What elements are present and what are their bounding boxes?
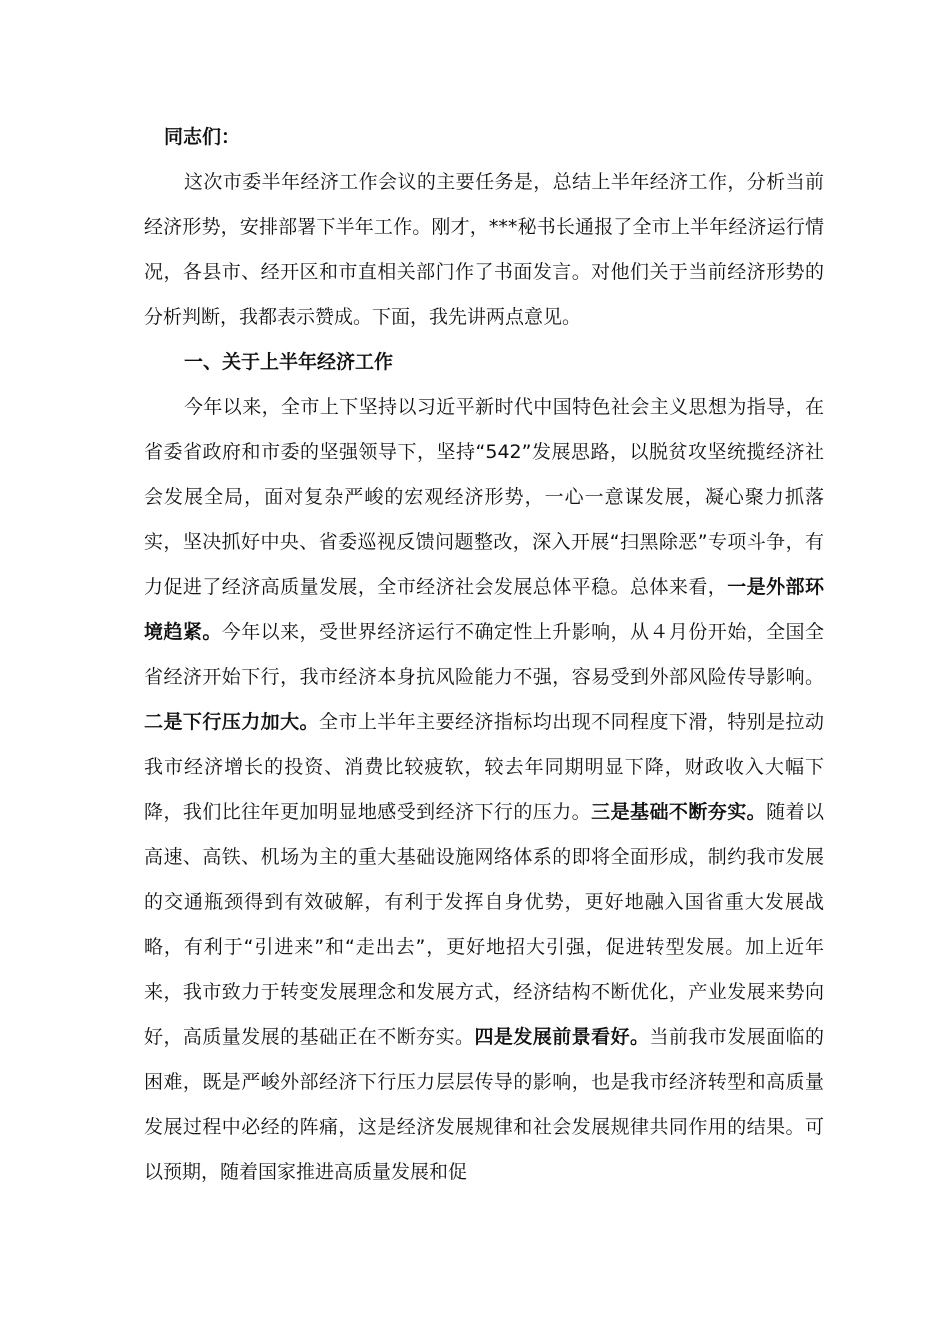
intro-paragraph: 这次市委半年经济工作会议的主要任务是，总结上半年经济工作，分析当前经济形势，安排部署下半年工作。刚才，***秘书长通报了全市上半年经济运行情况，各县市、经开区和市直相关部门作了书面发言。对他们关于当前经济形势的分析判断，我都表示赞成。下面，我先讲两点意见。 — [144, 171, 824, 328]
point-heading-2: 二是下行压力加大。 — [144, 711, 319, 733]
body-paragraph — [144, 385, 824, 1195]
body-text: 今年以来，全市上下坚持以习近平新时代中国特色社会主义思想为指导，在省委省政府和市委的坚强领导下，坚持“542”发展思路，以脱贫攻坚统揽经济社会发展全局，面对复杂严峻的宏观经济形势，一心一意谋发展，凝心聚力抓落实，坚决抓好中央、省委巡视反馈问题整改，深入开展“扫黑除恶”专项斗争，有力促进了经济高质量发展，全市经济社会发展总体平稳。总体来看， — [144, 396, 824, 598]
body-text: 当前我市发展面临的困难，既是严峻外部经济下行压力层层传导的影响，也是我市经济转型和高质量发展过程中必经的阵痛，这是经济发展规律和社会发展规律共同作用的结果。可以预期，随着国家推进高质量发展和促 — [144, 1026, 824, 1183]
point-heading-1: 一是外部环境趋紧。 — [144, 576, 824, 643]
document-body — [144, 115, 824, 1195]
point-heading-3: 三是基础不断夯实。 — [591, 801, 767, 823]
section-heading: 一、关于上半年经济工作 — [184, 351, 394, 373]
greeting: 同志们： — [164, 126, 241, 148]
body-text: 今年以来，受世界经济运行不确定性上升影响，从４月份开始，全国全省经济开始下行，我市经济本身抗风险能力不强，容易受到外部风险传导影响。 — [144, 621, 824, 688]
point-heading-4: 四是发展前景看好。 — [474, 1026, 650, 1048]
body-text: 随着以高速、高铁、机场为主的重大基础设施网络体系的即将全面形成，制约我市发展的交通瓶颈得到有效破解，有利于发挥自身优势，更好地融入国省重大发展战略，有利于“引进来”和“走出去”，更好地招大引强，促进转型发展。加上近年来，我市致力于转变发展理念和发展方式，经济结构不断优化，产业发展来势向好，高质量发展的基础正在不断夯实。 — [144, 801, 824, 1048]
body-text: 全市上半年主要经济指标均出现不同程度下滑，特别是拉动我市经济增长的投资、消费比较疲软，较去年同期明显下降，财政收入大幅下降，我们比往年更加明显地感受到经济下行的压力。 — [144, 711, 824, 823]
